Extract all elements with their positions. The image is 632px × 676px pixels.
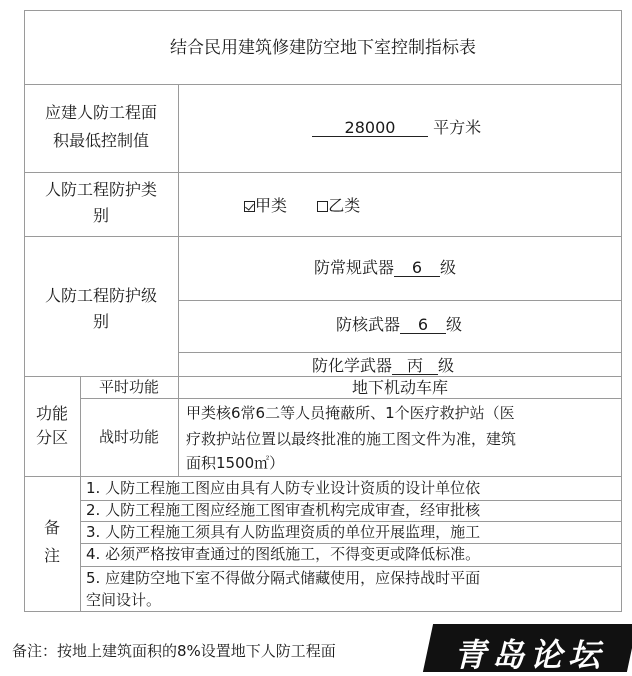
wartime-value-line2: 疗救护站位置以最终批准的施工图文件为准，建筑: [186, 430, 517, 448]
remarks-label-line1: 备: [43, 518, 60, 537]
conventional-unit: 级: [440, 258, 457, 277]
option-b-label: 乙类: [328, 196, 361, 215]
category-options: [244, 198, 360, 214]
function-section-line1: 功能: [35, 404, 68, 423]
category-label-line2: 别: [92, 206, 109, 225]
chemical-unit: 级: [438, 356, 455, 375]
remark-item: 3. 人防工程施工须具有人防监理资质的单位开展监理，施工: [86, 523, 481, 541]
function-section-line2: 分区: [35, 428, 68, 447]
area-value-line: [312, 120, 481, 137]
row-divider: [178, 300, 622, 301]
level-label-line2: 别: [92, 312, 109, 331]
conventional-label: 防常规武器: [314, 258, 395, 277]
chemical-value: 丙: [392, 358, 438, 375]
peacetime-value: 地下机动车库: [351, 378, 448, 397]
conventional-value: 6: [394, 260, 440, 277]
area-label-line1: 应建人防工程面: [44, 103, 157, 122]
row-divider: [80, 398, 622, 399]
category-label-line1: 人防工程防护类: [44, 180, 157, 199]
row-divider: [24, 476, 622, 477]
checkbox-checked-icon[interactable]: [244, 201, 255, 212]
wartime-value-line1: 甲类核6常6二等人员掩蔽所、1个医疗救护站（医: [186, 404, 515, 422]
area-unit: 平方米: [433, 118, 482, 137]
chemical-weapons-line: [312, 358, 454, 375]
footnote: 备注：按地上建筑面积的8%设置地下人防工程面: [12, 642, 336, 660]
area-label-line2: 积最低控制值: [52, 131, 149, 150]
checkbox-unchecked-icon[interactable]: [317, 201, 328, 212]
row-divider: [178, 352, 622, 353]
conventional-weapons-line: [314, 260, 456, 277]
remark-item: 5. 应建防空地下室不得做分隔式储藏使用，应保持战时平面: [86, 569, 481, 587]
chemical-label: 防化学武器: [312, 356, 393, 375]
area-value: 28000: [312, 120, 428, 137]
row-divider: [24, 84, 622, 85]
nuclear-label: 防核武器: [336, 315, 401, 334]
row-divider: [24, 172, 622, 173]
forum-watermark-logo: 青岛论坛: [453, 636, 606, 674]
column-divider: [178, 84, 179, 376]
wartime-value-line3: 面积1500㎡）: [186, 454, 285, 472]
nuclear-value: 6: [400, 317, 446, 334]
nuclear-unit: 级: [446, 315, 463, 334]
remark-item: 4. 必须严格按审查通过的图纸施工，不得变更或降低标准。: [86, 545, 481, 563]
row-divider: [24, 376, 622, 377]
nuclear-weapons-line: [336, 317, 462, 334]
remark-item: 1. 人防工程施工图应由具有人防专业设计资质的设计单位依: [86, 479, 481, 497]
remarks-label-line2: 注: [43, 546, 60, 565]
row-divider: [80, 543, 622, 544]
peacetime-label: 平时功能: [98, 378, 159, 396]
remark-item: 2. 人防工程施工图应经施工图审查机构完成审查，经审批核: [86, 501, 481, 519]
remark-item-continuation: 空间设计。: [86, 591, 162, 609]
option-a-label: 甲类: [255, 196, 288, 215]
row-divider: [80, 521, 622, 522]
column-divider: [80, 376, 81, 612]
table-title: 结合民用建筑修建防空地下室控制指标表: [170, 38, 476, 58]
wartime-label: 战时功能: [98, 428, 159, 446]
level-label-line1: 人防工程防护级: [44, 286, 157, 305]
row-divider: [24, 236, 622, 237]
row-divider: [80, 566, 622, 567]
